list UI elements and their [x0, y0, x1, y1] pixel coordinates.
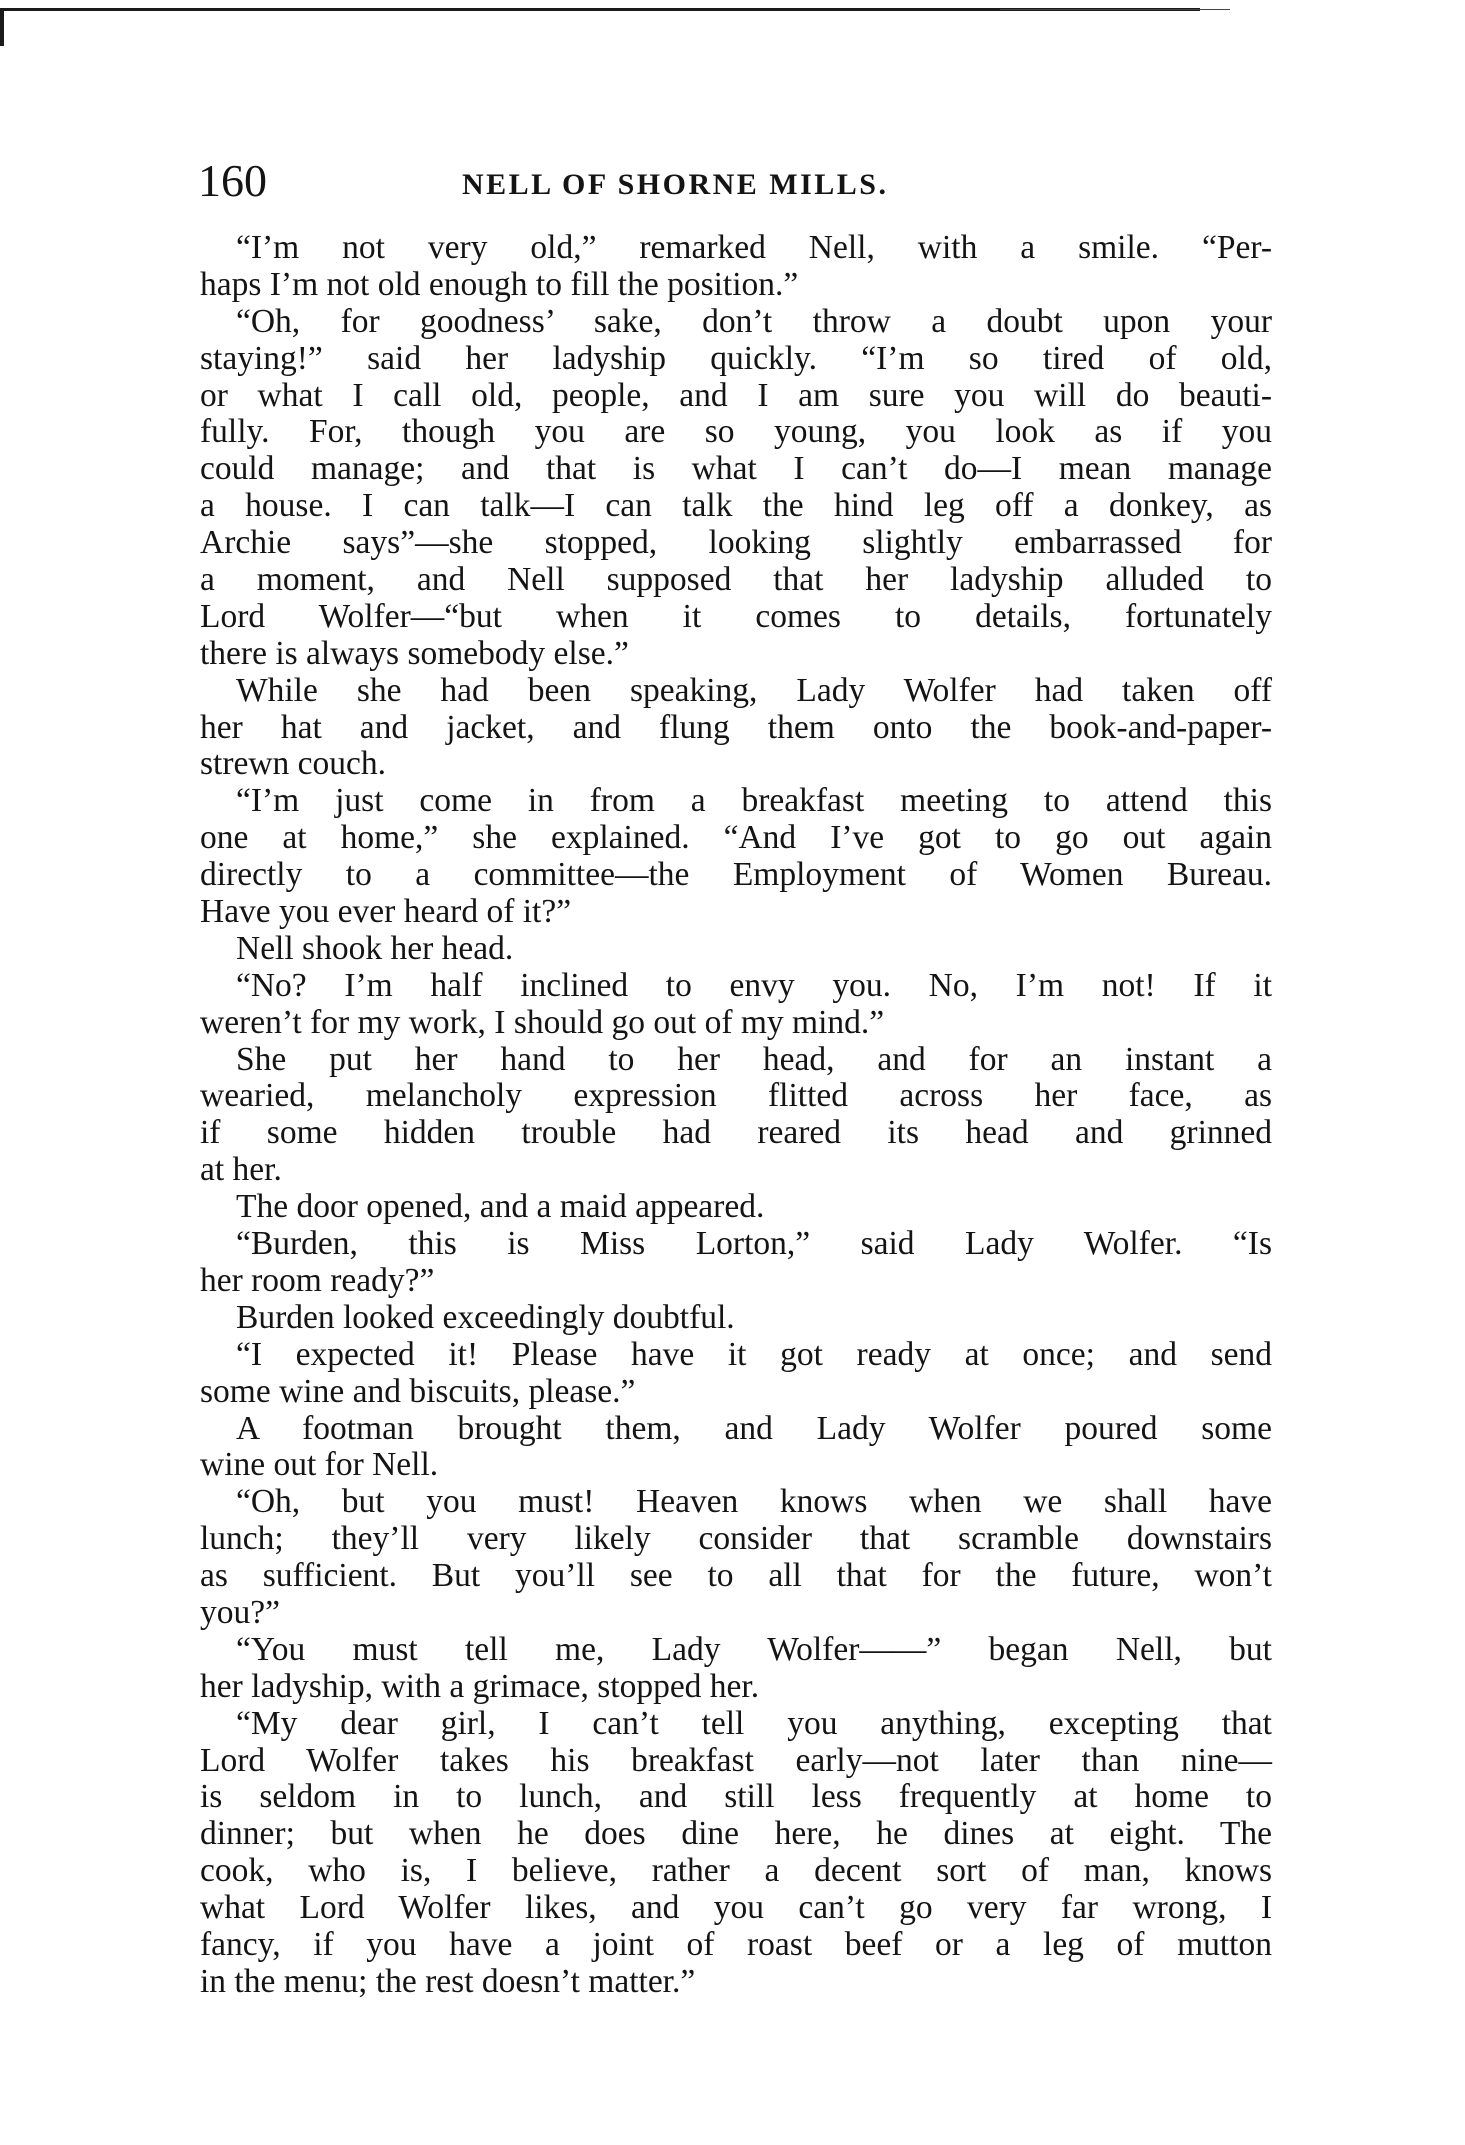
text-line: her ladyship, with a grimace, stopped her.: [200, 1667, 760, 1705]
text-line: fully. For, though you are so young, you look as if you: [200, 413, 1272, 451]
page-header: [198, 150, 1270, 210]
text-line: “I’m just come in from a breakfast meeting to attend this: [236, 782, 1272, 820]
text-line: what Lord Wolfer likes, and you can’t go very far wrong, I: [200, 1889, 1272, 1927]
text-line: Archie says”—she stopped, looking slightly embarrassed for: [200, 524, 1272, 562]
text-line: there is always somebody else.”: [200, 634, 629, 672]
running-title: NELL OF SHORNE MILLS.: [462, 168, 889, 201]
body-text: [200, 230, 1272, 2001]
text-line: While she had been speaking, Lady Wolfer had taken off: [236, 671, 1272, 709]
text-line: some wine and biscuits, please.”: [200, 1372, 636, 1410]
text-line: weren’t for my work, I should go out of my mind.”: [200, 1003, 885, 1041]
text-line: strewn couch.: [200, 745, 387, 783]
text-line: you?”: [200, 1593, 280, 1631]
text-line: Have you ever heard of it?”: [200, 893, 572, 931]
page-edge-mark: [0, 8, 4, 46]
text-line: cook, who is, I believe, rather a decent sort of man, knows: [200, 1852, 1272, 1890]
text-line: in the menu; the rest doesn’t matter.”: [200, 1962, 696, 2000]
text-line: “No? I’m half inclined to envy you. No, I’m not! If it: [236, 966, 1272, 1004]
text-line: dinner; but when he does dine here, he dines at eight. The: [200, 1815, 1272, 1853]
text-line: “Oh, but you must! Heaven knows when we shall have: [236, 1483, 1272, 1521]
text-line: “Burden, this is Miss Lorton,” said Lady Wolfer. “Is: [236, 1225, 1272, 1263]
text-line: “I expected it! Please have it got ready at once; and send: [236, 1335, 1272, 1373]
text-line: wearied, melancholy expression flitted across her face, as: [200, 1077, 1272, 1115]
text-line: Lord Wolfer takes his breakfast early—not later than nine—: [200, 1741, 1272, 1779]
text-line: directly to a committee—the Employment of Women Bureau.: [200, 856, 1272, 894]
text-line: could manage; and that is what I can’t do—I mean manage: [200, 450, 1272, 488]
text-line: “I’m not very old,” remarked Nell, with a smile. “Per-: [236, 229, 1272, 266]
top-rule-tail: [1000, 9, 1230, 10]
text-line: The door opened, and a maid appeared.: [236, 1188, 765, 1226]
text-line: A footman brought them, and Lady Wolfer poured some: [236, 1409, 1272, 1447]
text-line: or what I call old, people, and I am sure you will do beauti-: [200, 376, 1272, 414]
text-line: is seldom in to lunch, and still less frequently at home to: [200, 1778, 1272, 1816]
text-line: “My dear girl, I can’t tell you anything, excepting that: [236, 1704, 1272, 1742]
text-line: lunch; they’ll very likely consider that scramble downstairs: [200, 1520, 1272, 1558]
text-line: her hat and jacket, and flung them onto the book-and-paper-: [200, 708, 1272, 746]
text-line: as sufficient. But you’ll see to all that for the future, won’t: [200, 1557, 1272, 1595]
text-line: haps I’m not old enough to fill the position.”: [200, 265, 799, 303]
text-line: wine out for Nell.: [200, 1446, 439, 1484]
text-line: “Oh, for goodness’ sake, don’t throw a doubt upon your: [236, 302, 1272, 340]
text-line: Burden looked exceedingly doubtful.: [236, 1298, 735, 1336]
text-line: a moment, and Nell supposed that her ladyship alluded to: [200, 561, 1272, 599]
text-line: Lord Wolfer—“but when it comes to details, fortunately: [200, 597, 1272, 635]
text-line: her room ready?”: [200, 1261, 435, 1299]
text-line: a house. I can talk—I can talk the hind leg off a donkey, as: [200, 487, 1272, 525]
text-line: Nell shook her head.: [236, 929, 514, 967]
text-line: She put her hand to her head, and for an instant a: [236, 1040, 1272, 1078]
text-line: if some hidden trouble had reared its head and grinned: [200, 1114, 1272, 1152]
text-line: one at home,” she explained. “And I’ve got to go out again: [200, 819, 1272, 857]
page-number: 160: [198, 155, 267, 206]
text-line: fancy, if you have a joint of roast beef or a leg of mutton: [200, 1925, 1272, 1963]
text-line: at her.: [200, 1151, 282, 1189]
text-line: “You must tell me, Lady Wolfer——” began Nell, but: [236, 1630, 1272, 1668]
text-line: staying!” said her ladyship quickly. “I’m so tired of old,: [200, 339, 1272, 377]
